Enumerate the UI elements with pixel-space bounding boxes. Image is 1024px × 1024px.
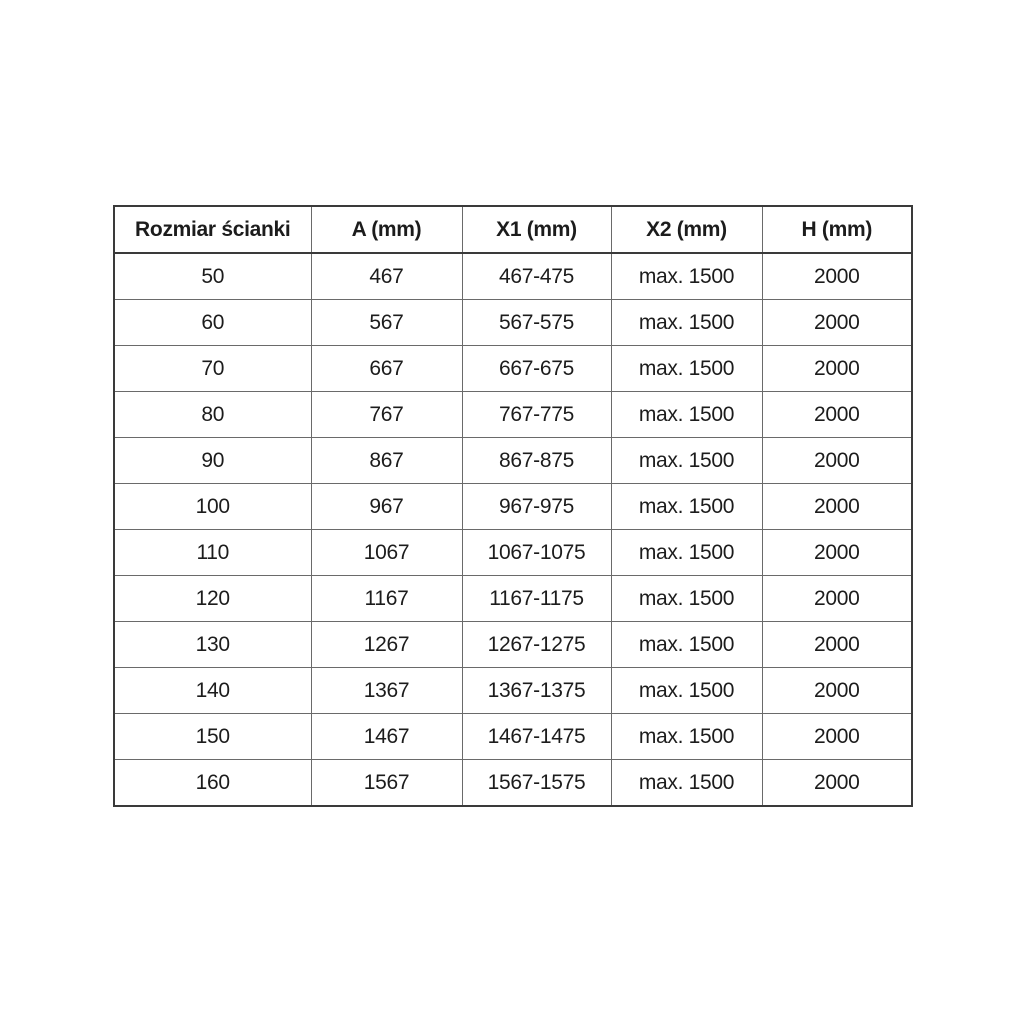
table-cell: 467 bbox=[311, 253, 462, 300]
table-row bbox=[114, 346, 912, 392]
table-cell: 467-475 bbox=[462, 253, 611, 300]
table-cell: 2000 bbox=[762, 576, 912, 622]
table-cell: max. 1500 bbox=[611, 714, 762, 760]
table-cell: 1267 bbox=[311, 622, 462, 668]
table-row bbox=[114, 253, 912, 300]
table-cell: max. 1500 bbox=[611, 346, 762, 392]
header-x1-mm: X1 (mm) bbox=[462, 206, 611, 253]
table-header bbox=[114, 206, 912, 253]
table-cell: 120 bbox=[114, 576, 311, 622]
table-row bbox=[114, 622, 912, 668]
size-spec-table bbox=[113, 205, 913, 807]
table-cell: 2000 bbox=[762, 530, 912, 576]
table-header-row bbox=[114, 206, 912, 253]
table-cell: 100 bbox=[114, 484, 311, 530]
table-row bbox=[114, 438, 912, 484]
header-h-mm: H (mm) bbox=[762, 206, 912, 253]
table-cell: 2000 bbox=[762, 714, 912, 760]
table-cell: 667 bbox=[311, 346, 462, 392]
table-cell: 2000 bbox=[762, 300, 912, 346]
table-cell: max. 1500 bbox=[611, 622, 762, 668]
table-cell: 567 bbox=[311, 300, 462, 346]
table-cell: max. 1500 bbox=[611, 484, 762, 530]
table-cell: max. 1500 bbox=[611, 253, 762, 300]
table-row bbox=[114, 484, 912, 530]
table-cell: 110 bbox=[114, 530, 311, 576]
table-cell: 1567-1575 bbox=[462, 760, 611, 807]
table-cell: max. 1500 bbox=[611, 530, 762, 576]
table-cell: 667-675 bbox=[462, 346, 611, 392]
table-cell: 1467-1475 bbox=[462, 714, 611, 760]
table-cell: max. 1500 bbox=[611, 438, 762, 484]
table-cell: 967 bbox=[311, 484, 462, 530]
table-cell: 2000 bbox=[762, 346, 912, 392]
table-cell: 1267-1275 bbox=[462, 622, 611, 668]
table-row bbox=[114, 530, 912, 576]
table-cell: 130 bbox=[114, 622, 311, 668]
table-row bbox=[114, 392, 912, 438]
table-cell: max. 1500 bbox=[611, 576, 762, 622]
table-cell: max. 1500 bbox=[611, 392, 762, 438]
table-cell: 50 bbox=[114, 253, 311, 300]
table-cell: max. 1500 bbox=[611, 300, 762, 346]
table-row bbox=[114, 760, 912, 807]
table-row bbox=[114, 714, 912, 760]
table-cell: 140 bbox=[114, 668, 311, 714]
table-cell: 1067 bbox=[311, 530, 462, 576]
table-cell: 767-775 bbox=[462, 392, 611, 438]
table-cell: 160 bbox=[114, 760, 311, 807]
table-row bbox=[114, 300, 912, 346]
table-cell: 2000 bbox=[762, 668, 912, 714]
table-cell: 60 bbox=[114, 300, 311, 346]
table-row bbox=[114, 576, 912, 622]
table-cell: 1067-1075 bbox=[462, 530, 611, 576]
header-rozmiar-scianki: Rozmiar ścianki bbox=[114, 206, 311, 253]
table-cell: 2000 bbox=[762, 484, 912, 530]
table-cell: 2000 bbox=[762, 622, 912, 668]
table-cell: 767 bbox=[311, 392, 462, 438]
table-cell: 1167-1175 bbox=[462, 576, 611, 622]
table-cell: 567-575 bbox=[462, 300, 611, 346]
table-cell: 1367-1375 bbox=[462, 668, 611, 714]
header-x2-mm: X2 (mm) bbox=[611, 206, 762, 253]
table-cell: 1567 bbox=[311, 760, 462, 807]
header-a-mm: A (mm) bbox=[311, 206, 462, 253]
table-cell: 867 bbox=[311, 438, 462, 484]
table-cell: 90 bbox=[114, 438, 311, 484]
table-row bbox=[114, 668, 912, 714]
table-cell: 2000 bbox=[762, 253, 912, 300]
table-cell: 2000 bbox=[762, 760, 912, 807]
table-cell: 70 bbox=[114, 346, 311, 392]
table-cell: 867-875 bbox=[462, 438, 611, 484]
table-cell: 1167 bbox=[311, 576, 462, 622]
table-cell: max. 1500 bbox=[611, 760, 762, 807]
table-cell: 1367 bbox=[311, 668, 462, 714]
table-cell: 2000 bbox=[762, 392, 912, 438]
table-cell: 1467 bbox=[311, 714, 462, 760]
table-cell: 150 bbox=[114, 714, 311, 760]
table-cell: 967-975 bbox=[462, 484, 611, 530]
table-cell: 80 bbox=[114, 392, 311, 438]
table-body bbox=[114, 253, 912, 806]
table-cell: max. 1500 bbox=[611, 668, 762, 714]
table-cell: 2000 bbox=[762, 438, 912, 484]
